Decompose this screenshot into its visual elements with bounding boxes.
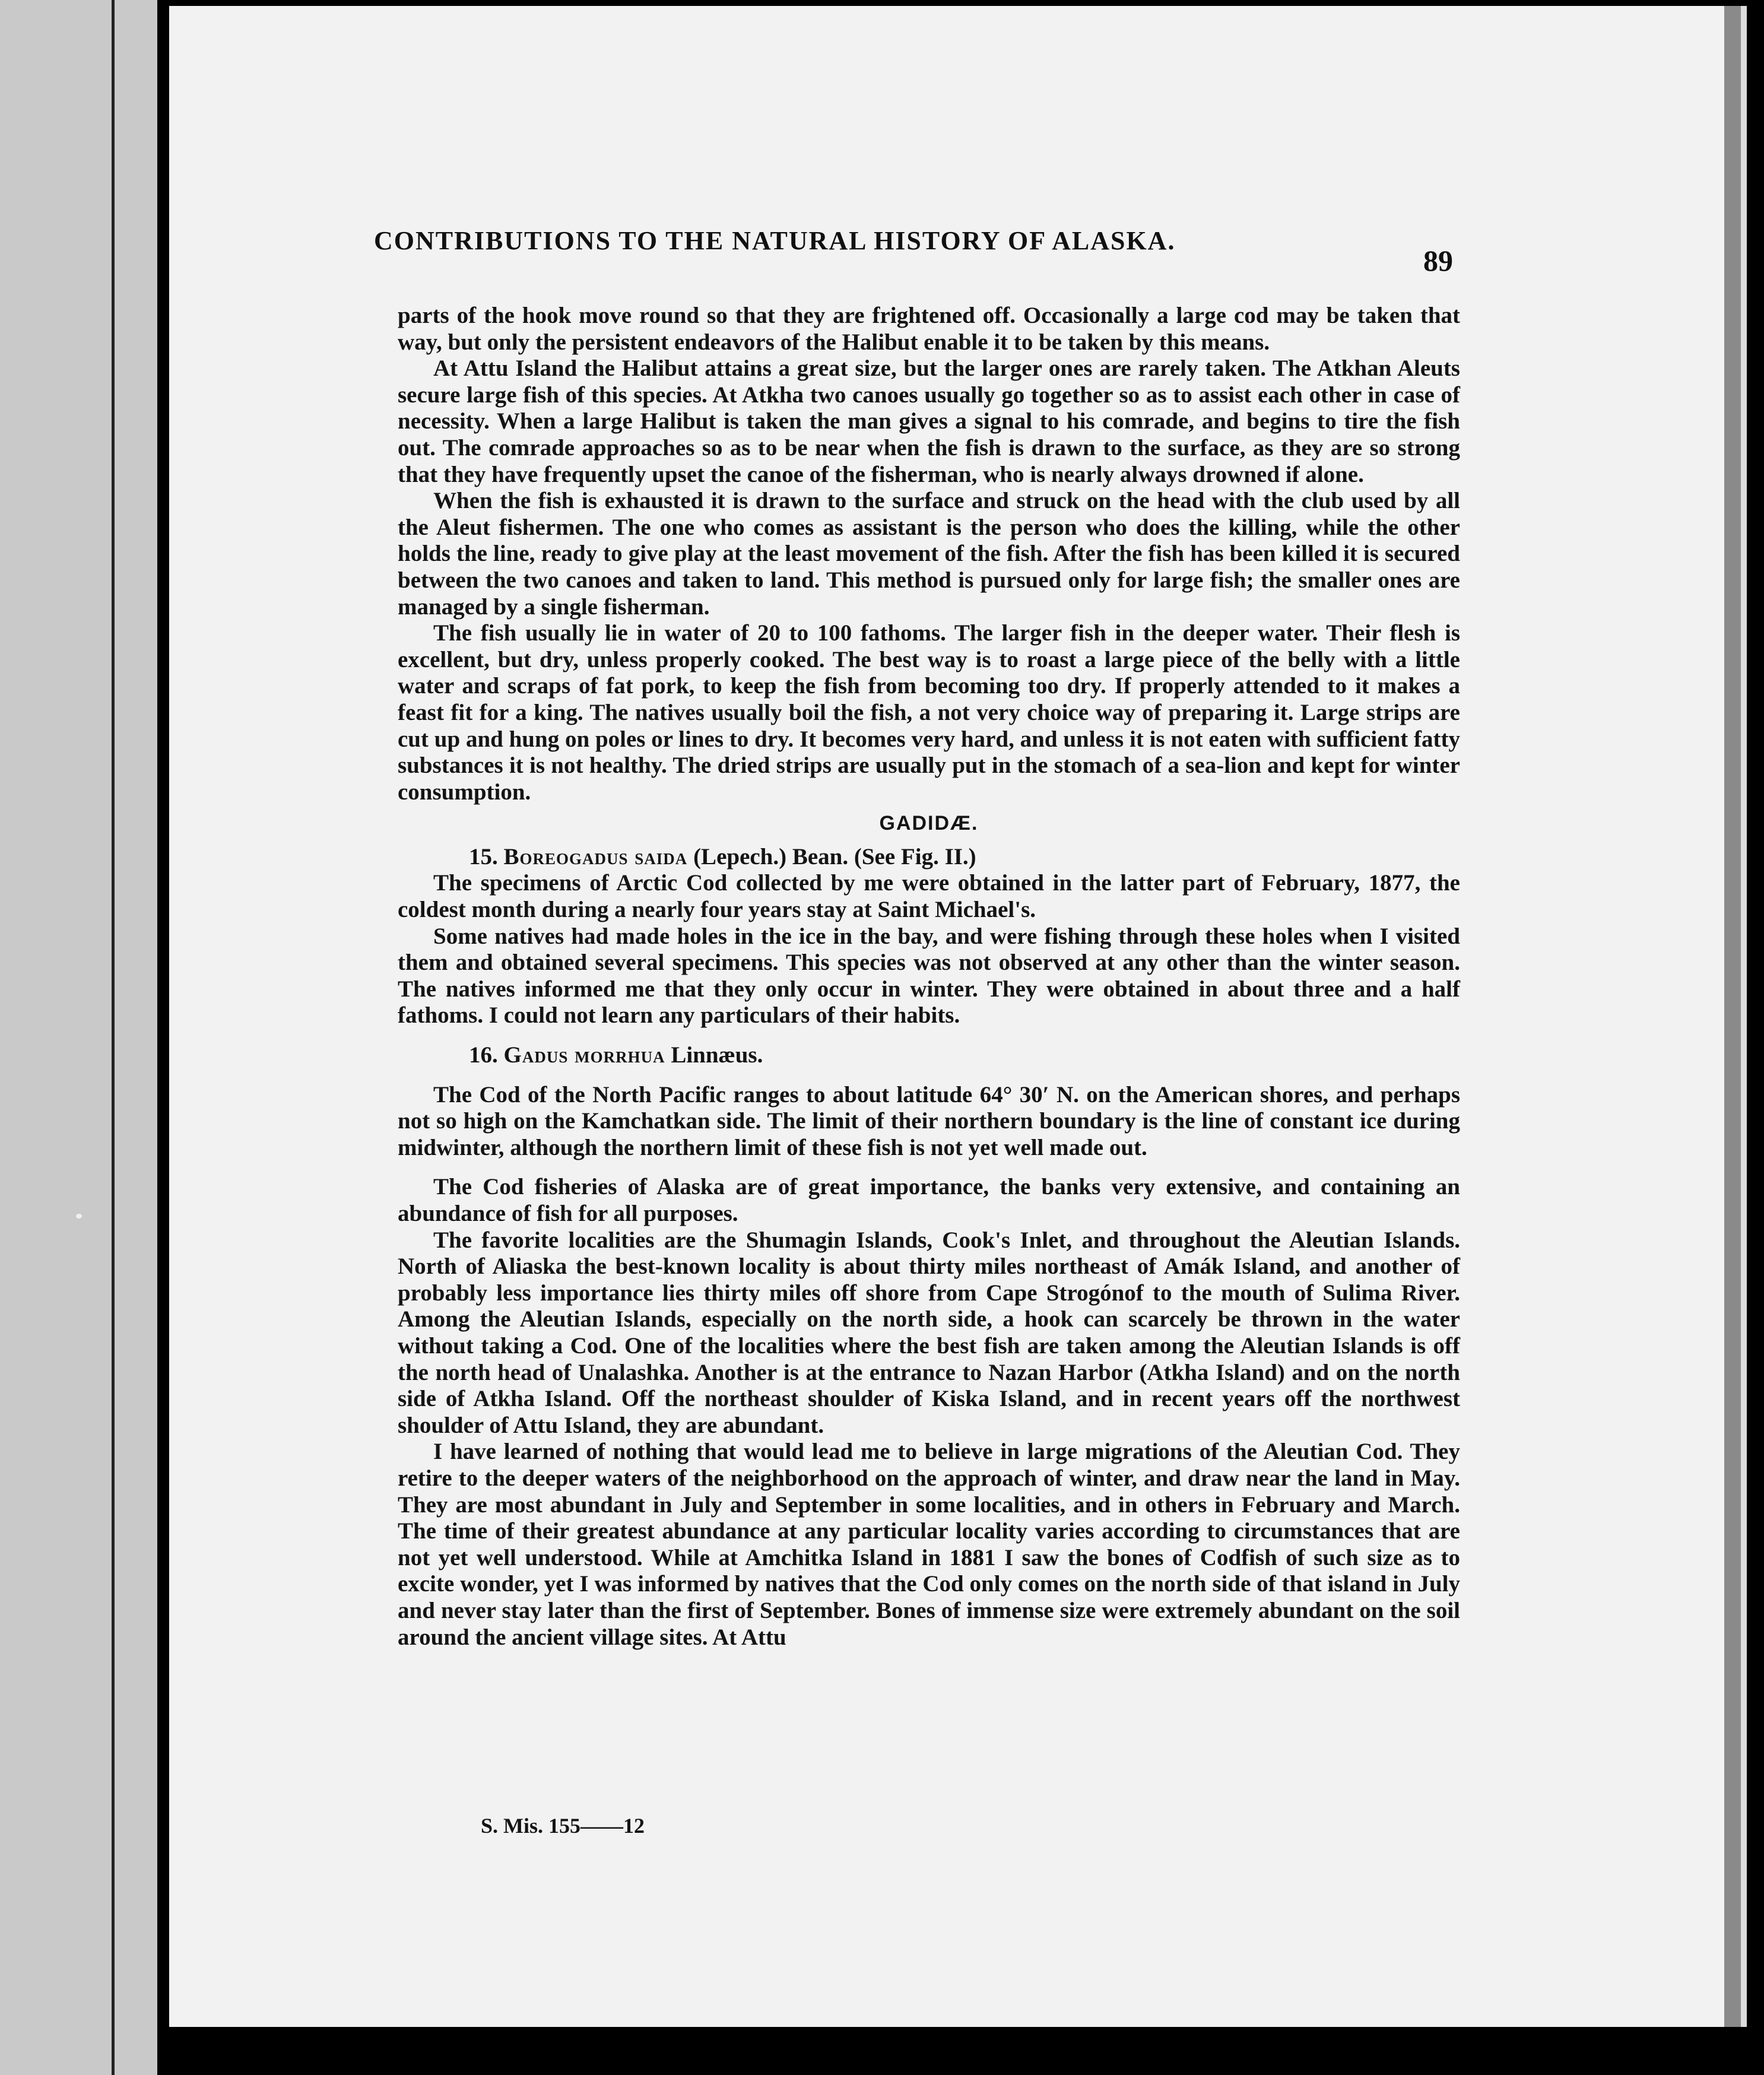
paragraph: When the fish is exhausted it is drawn to the surface and struck on the head with the club used by all the Aleut fishermen. The one who comes as assistant is the person who does the killing, while the other holds the line, ready to give play at the least movement of the fish. After the fish has been killed it is secured between the two canoes and taken to land. This method is pursued only for large fish; the smaller ones are managed by a single fisherman.: [398, 488, 1460, 620]
paragraph: The favorite localities are the Shumagin Islands, Cook's Inlet, and throughout the Aleutian Islands. North of Aliaska the best-known locality is about thirty miles northeast of Amák Island, and another of probably less importance lies thirty miles off shore from Cape Strogónof to the mouth of Sulima River. Among the Aleutian Islands, especially on the north side, a hook can scarcely be thrown in the water without taking a Cod. One of the localities where the best fish are taken among the Aleutian Islands is off the north head of Unalashka. Another is at the entrance to Nazan Harbor (Atkha Island) and on the north side of Atkha Island. Off the northeast shoulder of Kiska Island, and in recent years off the northwest shoulder of Attu Island, they are abundant.: [398, 1227, 1460, 1438]
facing-page-edge: [112, 0, 115, 2075]
section-heading: GADIDÆ.: [879, 812, 979, 835]
paragraph: Some natives had made holes in the ice in the bay, and were fishing through these holes when I visited them and obtained several specimens. This species was not observed at any other than the winter season. The natives informed me that they only occur in winter. They were obtained in about three and a half fathoms. I could not learn any particulars of their habits.: [398, 923, 1460, 1029]
species-name: Boreogadus saida: [503, 843, 688, 870]
species-number: 15.: [469, 843, 498, 870]
paragraph: The Cod of the North Pacific ranges to about latitude 64° 30′ N. on the American shores, and perhaps not so high on the Kamchatkan side. The limit of their northern boundary is the line of constant ice during midwinter, although the northern limit of these fish is not yet well made out.: [398, 1081, 1460, 1160]
species-authority: (Lepech.) Bean. (See Fig. II.): [693, 843, 976, 870]
signature-mark: S. Mis. 155——12: [481, 1814, 645, 1838]
species-name: Gadus morrhua: [503, 1042, 665, 1068]
spacer: [398, 1029, 1460, 1042]
paragraph: The specimens of Arctic Cod collected by me were obtained in the latter part of February, 1877, the coldest month during a nearly four years stay at Saint Michael's.: [398, 870, 1460, 923]
page-fore-edge-highlight: [1741, 6, 1747, 2027]
page-number: 89: [1423, 244, 1453, 277]
species-authority: Linnæus.: [671, 1042, 763, 1068]
paragraph: parts of the hook move round so that they are frightened off. Occasionally a large cod may be taken that way, but only the persistent endeavors of the Halibut enable it to be taken by this means.: [398, 303, 1460, 355]
body-text: [398, 303, 1460, 1651]
spacer: [398, 1069, 1460, 1082]
margin-mark: [76, 1214, 82, 1219]
spacer: [398, 1161, 1460, 1174]
paragraph: At Attu Island the Halibut attains a great size, but the larger ones are rarely taken. The Atkhan Aleuts secure large fish of this species. At Atkha two canoes usually go together so as to assist each other in case of necessity. When a large Halibut is taken the man gives a signal to his comrade, and begins to tire the fish out. The comrade approaches so as to be near when the fish is drawn to the surface, as they are so strong that they have frequently upset the canoe of the fisherman, who is nearly always drowned if alone.: [398, 356, 1460, 487]
page-fore-edge: [1724, 6, 1741, 2027]
facing-page: [0, 0, 157, 2075]
paragraph: The Cod fisheries of Alaska are of great importance, the banks very extensive, and containing an abundance of fish for all purposes.: [398, 1174, 1460, 1226]
species-number: 16.: [469, 1042, 498, 1068]
paragraph: The fish usually lie in water of 20 to 100 fathoms. The larger fish in the deeper water. Their flesh is excellent, but dry, unless properly cooked. The best way is to roast a large piece of the belly with a little water and scraps of fat pork, to keep the fish from becoming too dry. If properly attended to it makes a feast fit for a king. The natives usually boil the fish, a not very choice way of preparing it. Large strips are cut up and hung on poles or lines to dry. It becomes very hard, and unless it is not eaten with sufficient fatty substances it is not healthy. The dried strips are usually put in the stomach of a sea-lion and kept for winter consumption.: [398, 620, 1460, 805]
paragraph: I have learned of nothing that would lead me to believe in large migrations of the Aleutian Cod. They retire to the deeper waters of the neighborhood on the approach of winter, and draw near the land in May. They are most abundant in July and September in some localities, and in others in February and March. The time of their greatest abundance at any particular locality varies according to circumstances that are not yet well understood. While at Amchitka Island in 1881 I saw the bones of Codfish of such size as to excite wonder, yet I was informed by natives that the Cod only comes on the north side of that island in July and never stay later than the first of September. Bones of immense size were extremely abundant on the soil around the ancient village sites. At Attu: [398, 1439, 1460, 1650]
running-head: CONTRIBUTIONS TO THE NATURAL HISTORY OF ALASKA.: [374, 226, 1176, 255]
species-heading-16: [398, 1042, 1460, 1069]
species-heading-15: [398, 844, 1460, 871]
scan-bottom-margin: [169, 2027, 1748, 2075]
